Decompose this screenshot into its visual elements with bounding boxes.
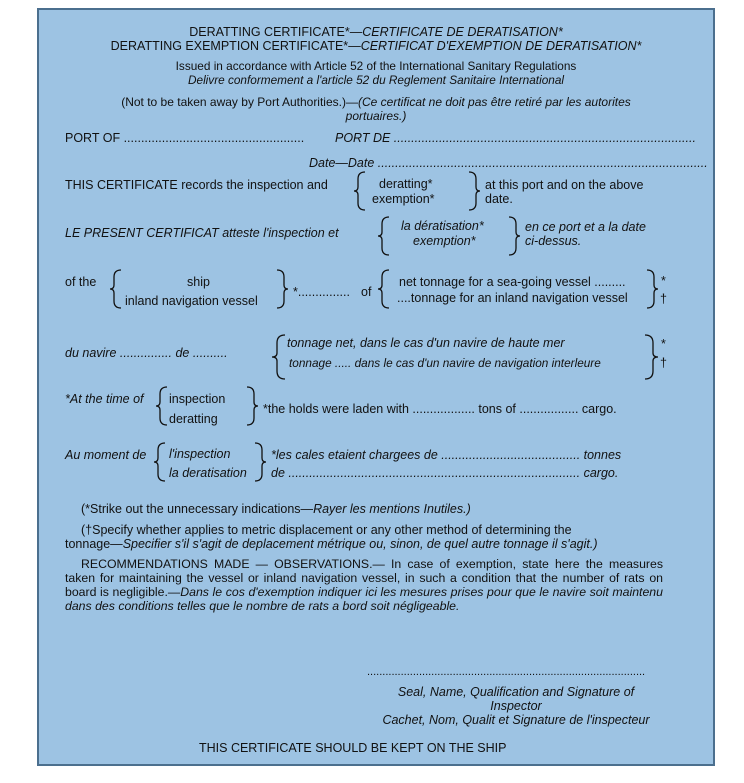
of-the-label: of the (65, 275, 97, 289)
dash: — (349, 25, 363, 39)
at-time-of-label: *At the time of (65, 392, 144, 406)
right-brace (507, 216, 521, 256)
dagger-mark: † (660, 292, 667, 306)
title-fr-2: CERTIFICAT D'EXEMPTION DE DERATISATION* (360, 39, 642, 53)
star-mark: * (661, 337, 666, 351)
vessel-dots: *............... (293, 285, 350, 299)
issued-en: Issued in accordance with Article 52 of the International Sanitary Regulations (175, 59, 577, 73)
right-brace (643, 334, 659, 380)
inland-tonnage-option: ....tonnage for an inland navigation vessel (397, 291, 628, 305)
title-line-2 (39, 39, 713, 53)
cargo-fr-field: de .................................................................................... cargo. (271, 466, 619, 480)
note-fr-2: portuaires.) (345, 109, 407, 123)
records-fr-post2: ci-dessus. (525, 234, 582, 248)
strike-fr: Rayer les mentions Inutiles.) (313, 502, 471, 516)
records-en-post2: date. (485, 192, 513, 206)
right-brace (645, 269, 659, 309)
left-brace (109, 269, 123, 309)
left-brace (271, 334, 287, 380)
net-tonnage-option: net tonnage for a sea-going vessel ......... (399, 275, 626, 289)
records-fr: LE PRESENT CERTIFICAT atteste l'inspection et (65, 226, 339, 240)
left-brace (155, 386, 169, 426)
title-fr-1: CERTIFICATE DE DERATISATION* (362, 25, 563, 39)
deratting-time-option: deratting (169, 412, 218, 426)
certificate-form (37, 8, 715, 766)
signature-label-1: Seal, Name, Qualification and Signature of (397, 685, 635, 699)
left-brace (353, 171, 367, 211)
exemption-option: exemption* (372, 192, 435, 206)
au-moment-label: Au moment de (65, 448, 147, 462)
port-de-field: PORT DE ....................................................................................... (335, 131, 696, 145)
dagger-mark: † (660, 356, 667, 370)
dash: — (348, 39, 361, 53)
specify-en: tonnage— (65, 537, 123, 551)
issued-fr: Delivre conformement a l'article 52 du Reglement Sanitaire International (187, 73, 564, 87)
footer-keep-on-ship: THIS CERTIFICATE SHOULD BE KEPT ON THE SHIP (199, 741, 507, 755)
specify-note-2 (65, 537, 598, 551)
left-brace (377, 269, 391, 309)
recommendations-fr: Dans le cos d'exemption indiquer ici les mesures prises pour que le navire soit maintenu dans des conditions telles que le nombre de rats a bord soit négligeable. (65, 585, 663, 613)
inspection-option: inspection (169, 392, 226, 406)
date-field: Date—Date ............................................................................................... (309, 156, 708, 170)
signature-label-2: Inspector (490, 699, 542, 713)
tonnage-net-fr: tonnage net, dans le cas d'un navire de haute mer (287, 336, 565, 350)
port-of-field: PORT OF .................................................... (65, 131, 305, 145)
deratting-option: deratting* (379, 177, 433, 191)
recommendations-en: RECOMMENDATIONS MADE — OBSERVATIONS.— In case of exemption, state here the measures taken for maintaining the vessel or inland navigation vessel, in such a condition that the number of rats on board is negligible.— (65, 557, 663, 599)
du-navire-field: du navire ............... de .......... (65, 346, 228, 360)
cales-chargees-field: *les cales etaient chargees de ........................................ tonnes (271, 448, 622, 462)
right-brace (467, 171, 481, 211)
signature-label-3: Cachet, Nom, Qualit et Signature de l'inspecteur (382, 713, 650, 727)
title-en-1: DERATTING CERTIFICATE* (189, 25, 350, 39)
deratisation-fr-option: la deratisation (169, 466, 247, 480)
records-en: THIS CERTIFICATE records the inspection and (65, 178, 328, 192)
strike-note (81, 502, 471, 516)
holds-laden-field: *the holds were laden with .................. tons of ................. cargo. (263, 402, 617, 416)
right-brace (245, 386, 259, 426)
note-en: (Not to be taken away by Port Authorities.)— (121, 95, 358, 109)
star-mark: * (661, 274, 666, 288)
strike-en: (*Strike out the unnecessary indications— (81, 502, 314, 516)
note-fr: (Ce certificat ne doit pas être retiré par les autorites (357, 95, 631, 109)
right-brace (253, 442, 267, 482)
signature-line: ........................................................................................... (367, 666, 646, 678)
records-fr-post: en ce port et a la date (525, 220, 646, 234)
tonnage-inland-fr: tonnage ..... dans le cas d'un navire de navigation interleure (289, 356, 601, 370)
right-brace (275, 269, 289, 309)
inland-vessel-option: inland navigation vessel (125, 294, 258, 308)
exemption-fr-option: exemption* (413, 234, 476, 248)
specify-fr: Specifier s'il s'agit de deplacement métrique ou, sinon, de quel autre tonnage il s'agit.) (122, 537, 598, 551)
deratisation-option: la dératisation* (401, 219, 484, 233)
inspection-fr-option: l'inspection (169, 447, 231, 461)
recommendations-text (65, 557, 663, 613)
of-label: of (361, 285, 372, 299)
title-en-2: DERATTING EXEMPTION CERTIFICATE* (110, 39, 349, 53)
left-brace (153, 442, 167, 482)
ship-option: ship (187, 275, 210, 289)
specify-note-1: (†Specify whether applies to metric displacement or any other method of determining the (81, 523, 572, 537)
title-line-1 (39, 25, 713, 39)
records-en-post: at this port and on the above (485, 178, 644, 192)
left-brace (377, 216, 391, 256)
authority-note (39, 95, 713, 109)
